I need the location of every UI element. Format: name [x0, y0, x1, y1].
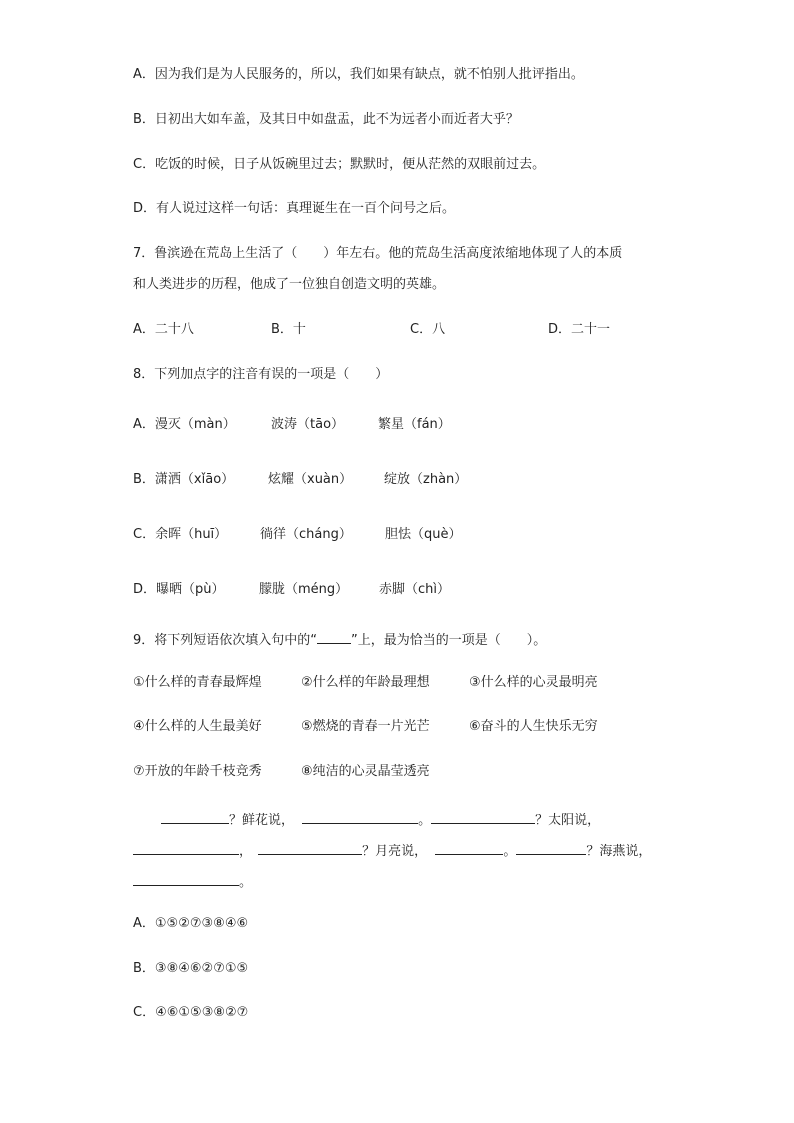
- q9-option-a: A．①⑤②⑦③⑧④⑥: [133, 916, 249, 931]
- fill-text-7: ？海燕说，: [586, 844, 652, 859]
- q9-stem-post: ”上，最为恰当的一项是（ ）。: [351, 633, 547, 648]
- q7-option-b: B．十: [271, 322, 306, 337]
- fill-blank-3[interactable]: [431, 809, 535, 824]
- q9-phrase-4: ④什么样的人生最美好: [133, 719, 262, 734]
- q7-option-a: A．二十八: [133, 322, 194, 337]
- fill-blank-6[interactable]: [435, 840, 503, 855]
- fill-blank-1[interactable]: [161, 809, 229, 824]
- q8-row-a-item1: A．漫灭（màn）: [133, 417, 236, 432]
- q9-stem: [133, 629, 546, 650]
- q6-option-b: B．日初出大如车盖，及其日中如盘盂，此不为远者小而近者大乎？: [133, 112, 519, 127]
- q8-row-d-item2: 朦胧（méng）: [259, 582, 349, 597]
- q8-row-c-item2: 徜徉（cháng）: [260, 527, 352, 542]
- q8-row-c-item1: C．余晖（huī）: [133, 527, 228, 542]
- q8-row-d-item3: 赤脚（chì）: [379, 582, 450, 597]
- fill-text-5: ？月亮说，: [362, 844, 428, 859]
- q8-row-c-item3: 胆怯（què）: [385, 527, 462, 542]
- q6-option-d: D．有人说过这样一句话：真理诞生在一百个问号之后。: [133, 201, 456, 216]
- q9-fill-line1: [161, 809, 600, 830]
- fill-blank-8[interactable]: [133, 871, 239, 886]
- q8-row-b-item2: 炫耀（xuàn）: [268, 472, 353, 487]
- q7-stem-line1: 7．鲁滨逊在荒岛上生活了（ ）年左右。他的荒岛生活高度浓缩地体现了人的本质: [133, 246, 623, 261]
- q9-stem-pre: 9．将下列短语依次填入句中的“: [133, 633, 318, 648]
- q9-phrase-3: ③什么样的心灵最明亮: [469, 675, 598, 690]
- q8-row-d-item1: D．曝晒（pù）: [133, 582, 225, 597]
- fill-text-3: ？太阳说，: [535, 813, 601, 828]
- q7-option-c: C．八: [410, 322, 446, 337]
- q9-option-b: B．③⑧④⑥②⑦①⑤: [133, 961, 249, 976]
- fill-text-8: 。: [239, 875, 253, 890]
- q8-row-b-item3: 绽放（zhàn）: [384, 472, 468, 487]
- q8-row-a-item3: 繁星（fán）: [378, 417, 451, 432]
- fill-text-2: 。: [418, 813, 432, 828]
- q9-phrase-7: ⑦开放的年龄千枝竞秀: [133, 764, 262, 779]
- q9-phrase-6: ⑥奋斗的人生快乐无穷: [469, 719, 598, 734]
- q9-phrase-2: ②什么样的年龄最理想: [301, 675, 430, 690]
- q8-stem: 8．下列加点字的注音有误的一项是（ ）: [133, 367, 389, 382]
- q9-option-c: C．④⑥①⑤③⑧②⑦: [133, 1005, 249, 1020]
- fill-text-1: ？鲜花说，: [229, 813, 295, 828]
- q6-option-a: A．因为我们是为人民服务的，所以，我们如果有缺点，就不怕别人批评指出。: [133, 67, 584, 82]
- q9-fill-line2: [133, 840, 651, 861]
- q8-row-a-item2: 波涛（tāo）: [271, 417, 345, 432]
- fill-blank-7[interactable]: [516, 840, 586, 855]
- q7-option-d: D．二十一: [548, 322, 611, 337]
- q6-option-c: C．吃饭的时候，日子从饭碗里过去；默默时，便从茫然的双眼前过去。: [133, 157, 546, 172]
- fill-blank-5[interactable]: [258, 840, 362, 855]
- fill-blank-2[interactable]: [302, 809, 418, 824]
- fill-text-4: ，: [239, 844, 253, 859]
- fill-blank-4[interactable]: [133, 840, 239, 855]
- fill-text-6: 。: [503, 844, 517, 859]
- q7-stem-line2: 和人类进步的历程，他成了一位独自创造文明的英雄。: [133, 277, 446, 292]
- q9-stem-blank: [317, 629, 351, 644]
- q9-fill-line3: [133, 871, 252, 892]
- q8-row-b-item1: B．潇洒（xǐāo）: [133, 472, 235, 487]
- q9-phrase-8: ⑧纯洁的心灵晶莹透亮: [301, 764, 430, 779]
- q9-phrase-5: ⑤燃烧的青春一片光芒: [301, 719, 430, 734]
- q9-phrase-1: ①什么样的青春最辉煌: [133, 675, 262, 690]
